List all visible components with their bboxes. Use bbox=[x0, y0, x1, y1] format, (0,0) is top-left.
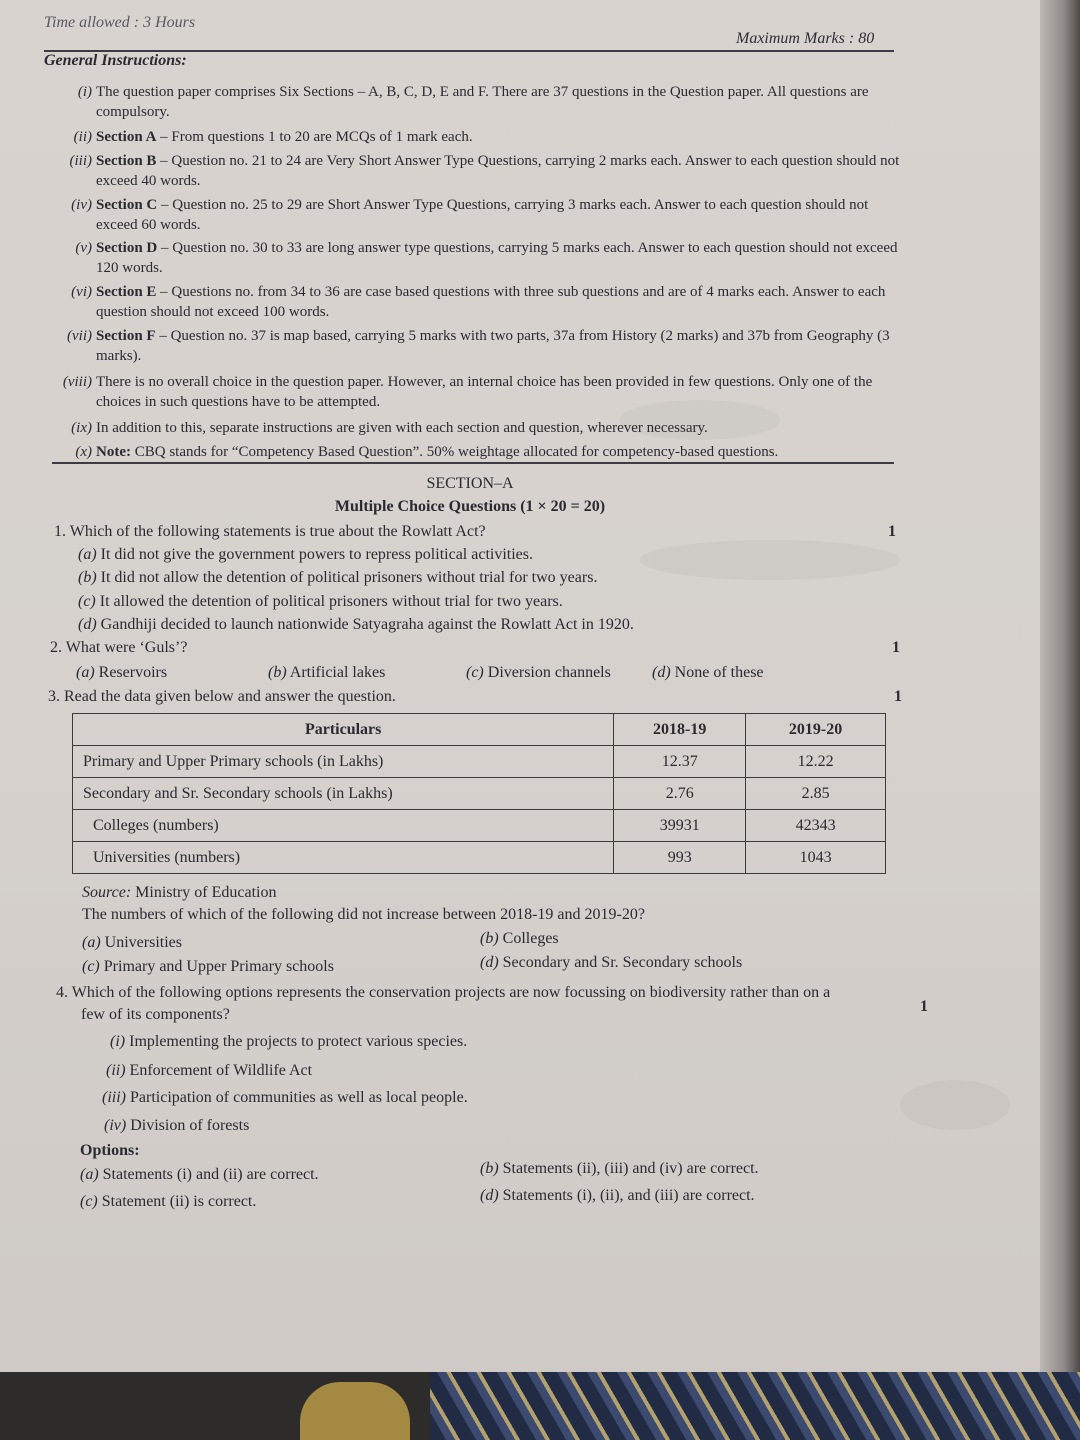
option-c: (c) Diversion channels bbox=[466, 664, 611, 681]
instruction-text: – Question no. 25 to 29 are Short Answer Type Questions, carrying 3 marks each. Answer to each question should not exceed 60 words. bbox=[96, 197, 869, 233]
hand-image bbox=[300, 1382, 410, 1440]
option-a: (a) It did not give the government powers to repress political activities. bbox=[78, 546, 533, 563]
instruction-number: (v) bbox=[75, 240, 92, 256]
instruction-item: (vi) Section E – Questions no. from 34 to 36 are case based questions with three sub questions and are of 4 marks each. Answer to each question should not exceed 100 words. bbox=[40, 282, 900, 322]
table-cell: 2.76 bbox=[614, 778, 746, 810]
question-number: 4. bbox=[56, 984, 68, 1001]
option-c: (c) It allowed the detention of political prisoners without trial for two years. bbox=[78, 593, 563, 610]
bleed-through bbox=[900, 1080, 1010, 1130]
option-b: (b) Statements (ii), (iii) and (iv) are correct. bbox=[480, 1160, 759, 1177]
fabric-image bbox=[430, 1372, 1080, 1440]
statement-item: (i) Implementing the projects to protect various species. bbox=[110, 1033, 468, 1050]
question-text: What were ‘Guls’? bbox=[65, 639, 188, 656]
question-mark: 1 bbox=[888, 523, 896, 540]
option-c: (c) Statement (ii) is correct. bbox=[80, 1193, 257, 1210]
table-row bbox=[73, 810, 886, 842]
table-cell: Colleges (numbers) bbox=[73, 810, 614, 842]
table-header-row bbox=[73, 714, 886, 746]
option-b: (b) Colleges bbox=[480, 930, 559, 947]
time-allowed: Time allowed : 3 Hours bbox=[44, 14, 196, 31]
instruction-text: There is no overall choice in the question paper. However, an internal choice has been provided in few questions. Only one of the choices in such questions have to be attempted. bbox=[96, 374, 873, 410]
option-a: (a) Universities bbox=[82, 934, 182, 951]
statement-item: (iii) Participation of communities as well as local people. bbox=[102, 1089, 468, 1106]
option-d: (d) Statements (i), (ii), and (iii) are correct. bbox=[480, 1187, 755, 1204]
instruction-number: (viii) bbox=[62, 374, 92, 390]
bleed-through bbox=[640, 540, 900, 580]
instruction-number: (i) bbox=[77, 84, 92, 100]
question-1 bbox=[54, 523, 486, 541]
table-cell: 12.37 bbox=[614, 746, 746, 778]
table-cell: Secondary and Sr. Secondary schools (in Lakhs) bbox=[73, 778, 614, 810]
instruction-item: (v) Section D – Question no. 30 to 33 are long answer type questions, carrying 5 marks each. Answer to each question should not exceed 120 words. bbox=[40, 238, 900, 278]
question-4 bbox=[56, 984, 830, 1002]
question-number: 1. bbox=[54, 523, 66, 540]
page-edge-shadow bbox=[1040, 0, 1080, 1372]
table-source: Source: Ministry of Education bbox=[82, 884, 277, 901]
instruction-text: – From questions 1 to 20 are MCQs of 1 mark each. bbox=[156, 129, 473, 145]
instruction-text: CBQ stands for “Competency Based Question”. 50% weightage allocated for competency-based questions. bbox=[130, 444, 779, 460]
instructions-title: General Instructions: bbox=[44, 52, 187, 69]
instruction-number: (iii) bbox=[69, 153, 92, 169]
section-subtitle: Multiple Choice Questions (1 × 20 = 20) bbox=[334, 498, 606, 515]
question-text: Which of the following statements is true about the Rowlatt Act? bbox=[69, 523, 486, 540]
statement-item: (iv) Division of forests bbox=[104, 1117, 250, 1134]
instruction-number: (x) bbox=[75, 444, 92, 460]
table-cell: 12.22 bbox=[746, 746, 886, 778]
instruction-item bbox=[40, 372, 900, 412]
table-cell: 39931 bbox=[614, 810, 746, 842]
instruction-text: – Question no. 30 to 33 are long answer type questions, carrying 5 marks each. Answer to each question should not exceed 120 words. bbox=[96, 240, 898, 276]
option-d: (d) Gandhiji decided to launch nationwide Satyagraha against the Rowlatt Act in 1920. bbox=[78, 616, 634, 633]
instruction-item: (vii) Section F – Question no. 37 is map based, carrying 5 marks with two parts, 37a from History (2 marks) and 37b from Geography (3 marks). bbox=[40, 326, 900, 366]
column-header: 2019-20 bbox=[746, 714, 886, 746]
instruction-item bbox=[40, 82, 900, 122]
option-d: (d) None of these bbox=[652, 664, 764, 681]
instruction-number: (vi) bbox=[71, 284, 92, 300]
instruction-item: (x) Note: CBQ stands for “Competency Based Question”. 50% weightage allocated for competency-based questions. bbox=[40, 442, 900, 462]
option-b: (b) It did not allow the detention of political prisoners without trial for two years. bbox=[78, 569, 598, 586]
instruction-text: In addition to this, separate instructions are given with each section and question, wherever necessary. bbox=[96, 420, 708, 436]
section-title: SECTION–A bbox=[426, 475, 514, 492]
instruction-number: (ix) bbox=[71, 420, 92, 436]
instruction-text: The question paper comprises Six Sections – A, B, C, D, E and F. There are 37 questions in the Question paper. All questions are compulsory. bbox=[96, 84, 869, 120]
option-d: (d) Secondary and Sr. Secondary schools bbox=[480, 954, 743, 971]
instruction-item bbox=[40, 418, 900, 438]
background-surface bbox=[0, 1372, 1080, 1440]
question-number: 3. bbox=[48, 688, 60, 705]
question-text: Read the data given below and answer the question. bbox=[64, 688, 396, 705]
statement-item: (ii) Enforcement of Wildlife Act bbox=[106, 1062, 313, 1079]
question-mark: 1 bbox=[894, 688, 902, 705]
table-cell: 2.85 bbox=[746, 778, 886, 810]
column-header: 2018-19 bbox=[614, 714, 746, 746]
option-c: (c) Primary and Upper Primary schools bbox=[82, 958, 334, 975]
table-cell: 1043 bbox=[746, 842, 886, 874]
table-cell: Universities (numbers) bbox=[73, 842, 614, 874]
question-mark: 1 bbox=[920, 998, 928, 1015]
question-mark: 1 bbox=[892, 639, 900, 656]
instruction-item: (ii) Section A – From questions 1 to 20 are MCQs of 1 mark each. bbox=[40, 127, 900, 147]
column-header: Particulars bbox=[73, 714, 614, 746]
table-cell: 42343 bbox=[746, 810, 886, 842]
instruction-text: – Question no. 21 to 24 are Very Short Answer Type Questions, carrying 2 marks each. Answer to each question should not exceed 40 words. bbox=[96, 153, 900, 189]
maximum-marks: Maximum Marks : 80 bbox=[736, 30, 875, 47]
table-row bbox=[73, 842, 886, 874]
table-cell: Primary and Upper Primary schools (in Lakhs) bbox=[73, 746, 614, 778]
option-a: (a) Reservoirs bbox=[76, 664, 168, 681]
table-row bbox=[73, 778, 886, 810]
instruction-number: (ii) bbox=[73, 129, 92, 145]
question-2 bbox=[50, 639, 187, 657]
data-table bbox=[72, 713, 886, 874]
options-title: Options: bbox=[80, 1142, 140, 1159]
instruction-text: – Questions no. from 34 to 36 are case based questions with three sub questions and are of 4 marks each. Answer to each question should not exceed 100 words. bbox=[96, 284, 886, 320]
option-a: (a) Statements (i) and (ii) are correct. bbox=[80, 1166, 319, 1183]
instruction-item: (iii) Section B – Question no. 21 to 24 are Very Short Answer Type Questions, carrying 2 marks each. Answer to each question should not exceed 40 words. bbox=[40, 151, 900, 191]
question-text-continued: few of its components? bbox=[81, 1006, 230, 1023]
question-text: Which of the following options represents the conservation projects are now focussing on biodiversity rather than on a bbox=[71, 984, 831, 1001]
instruction-text: – Question no. 37 is map based, carrying 5 marks with two parts, 37a from History (2 marks) and 37b from Geography (3 marks). bbox=[96, 328, 890, 364]
instruction-number: (iv) bbox=[71, 197, 92, 213]
table-row bbox=[73, 746, 886, 778]
instruction-number: (vii) bbox=[67, 328, 92, 344]
instructions-rule bbox=[52, 462, 894, 464]
question-number: 2. bbox=[50, 639, 62, 656]
question-3-prompt: The numbers of which of the following did not increase between 2018-19 and 2019-20? bbox=[82, 906, 645, 923]
option-b: (b) Artificial lakes bbox=[268, 664, 386, 681]
instruction-item: (iv) Section C – Question no. 25 to 29 are Short Answer Type Questions, carrying 3 marks each. Answer to each question should not exceed 60 words. bbox=[40, 195, 900, 235]
question-3 bbox=[48, 688, 396, 706]
table-cell: 993 bbox=[614, 842, 746, 874]
